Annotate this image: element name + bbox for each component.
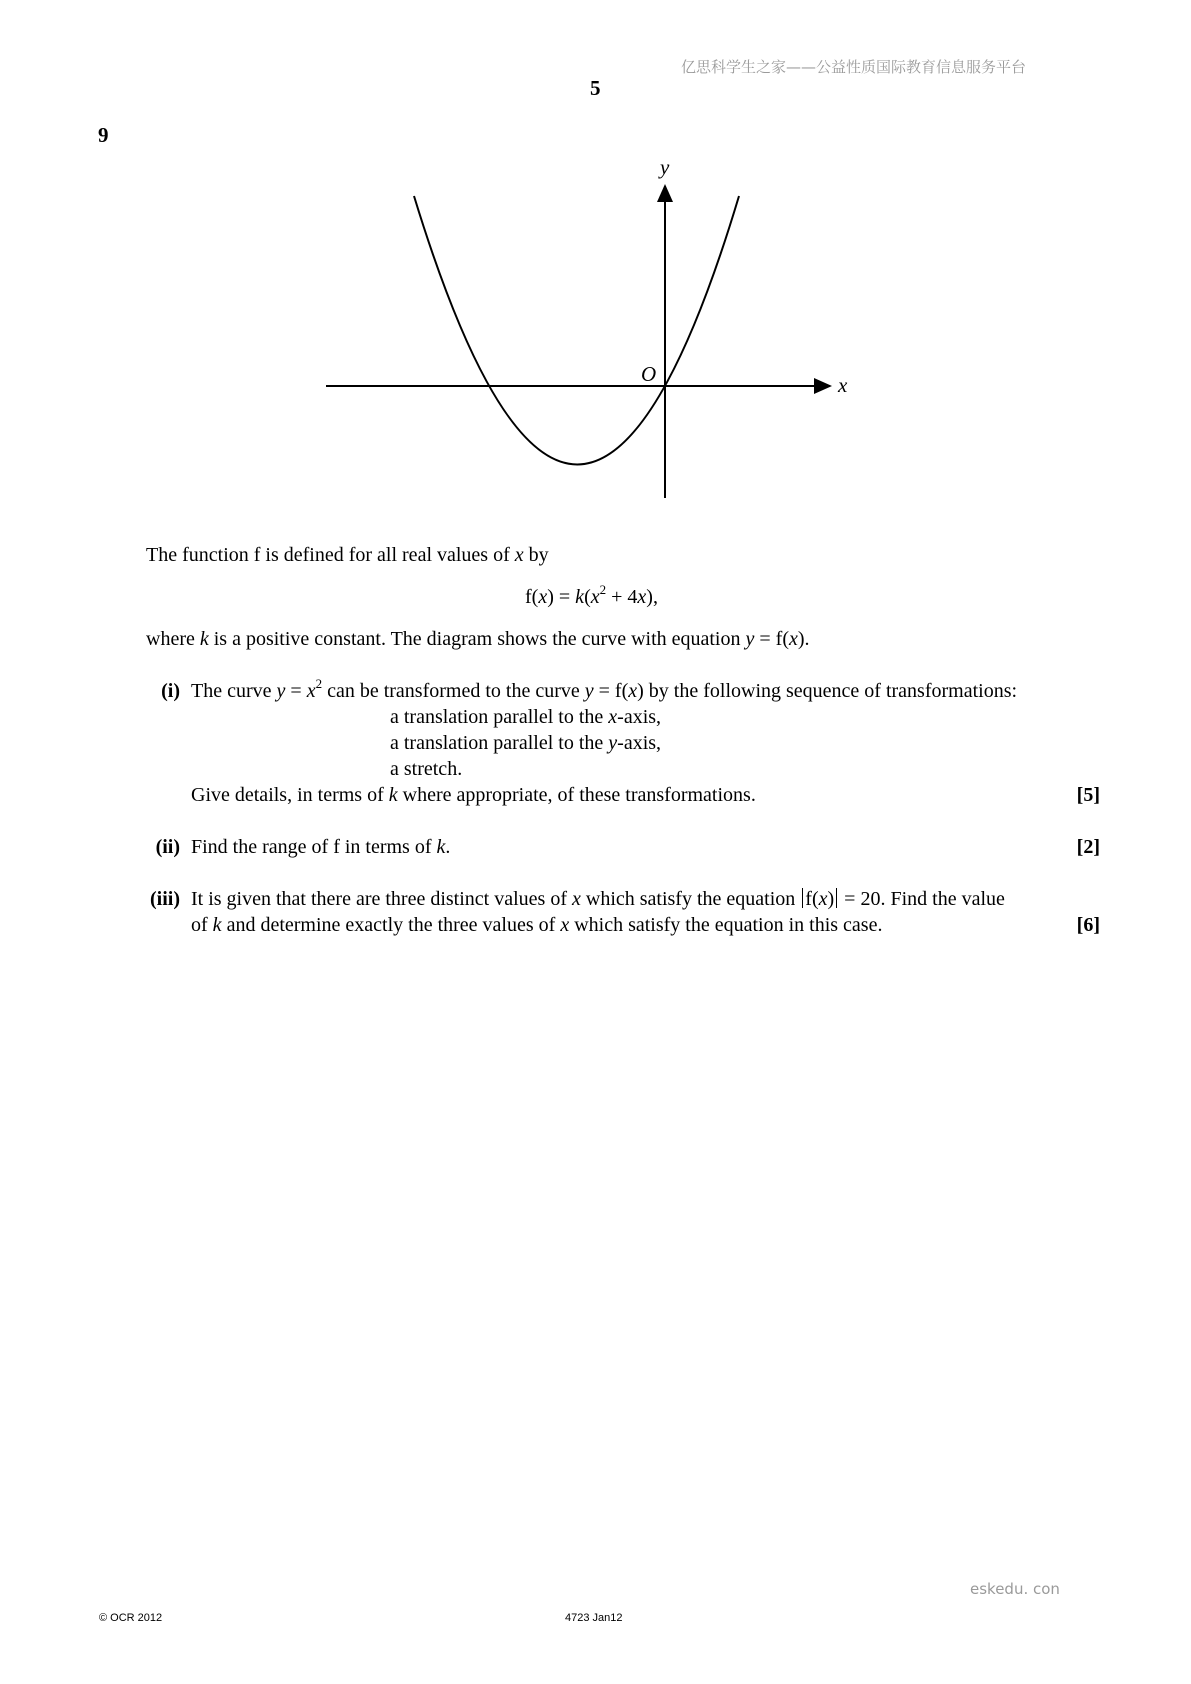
header-watermark: 亿思科学生之家——公益性质国际教育信息服务平台 <box>681 58 1027 76</box>
part-i-line-1: The curve $y = x^2$ can be transformed to the curve y = f(x) by the following sequence of transformations: <box>191 676 1018 702</box>
y-axis-label: y <box>660 155 670 179</box>
abs-bar-left <box>802 888 803 908</box>
parabola-curve <box>414 196 739 465</box>
intro-line-1: The function f is defined for all real values of x by <box>146 544 549 566</box>
part-iii-line-1: It is given that there are three distinct values of x which satisfy the equation f(x) = 20. Find the value <box>191 888 1005 910</box>
function-equation: $f(x) = k(x^2 + 4x)$, <box>525 582 658 608</box>
abs-bar-right <box>836 888 837 908</box>
footer-paper-code: 4723 Jan12 <box>565 1612 623 1624</box>
transformation-2: a translation parallel to the y-axis, <box>390 732 662 754</box>
footer-watermark: eskedu. con <box>970 1580 1060 1598</box>
part-i-marks: [5] <box>1076 784 1100 806</box>
part-ii-label: (ii) <box>155 836 180 858</box>
transformation-3: a stretch. <box>390 758 463 780</box>
footer-copyright: © OCR 2012 <box>99 1612 163 1624</box>
x-axis-label: x <box>838 373 848 397</box>
part-i-line-5: Give details, in terms of k where appropriate, of these transformations. <box>191 784 756 806</box>
part-ii-marks: [2] <box>1076 836 1100 858</box>
part-iii-marks: [6] <box>1076 914 1100 936</box>
question-number: 9 <box>98 123 109 147</box>
transformation-1: a translation parallel to the x-axis, <box>390 706 662 728</box>
intro-line-3: where k is a positive constant. The diagram shows the curve with equation y = f(x). <box>146 628 810 650</box>
parabola-diagram <box>0 0 1191 520</box>
part-iii-label: (iii) <box>150 888 180 910</box>
origin-label: O <box>641 362 657 386</box>
part-ii-text: Find the range of f in terms of k. <box>191 836 451 858</box>
page-number: 5 <box>590 76 601 100</box>
part-iii-line-2: of k and determine exactly the three values of x which satisfy the equation in this case. <box>191 914 883 936</box>
part-i-label: (i) <box>161 680 180 702</box>
